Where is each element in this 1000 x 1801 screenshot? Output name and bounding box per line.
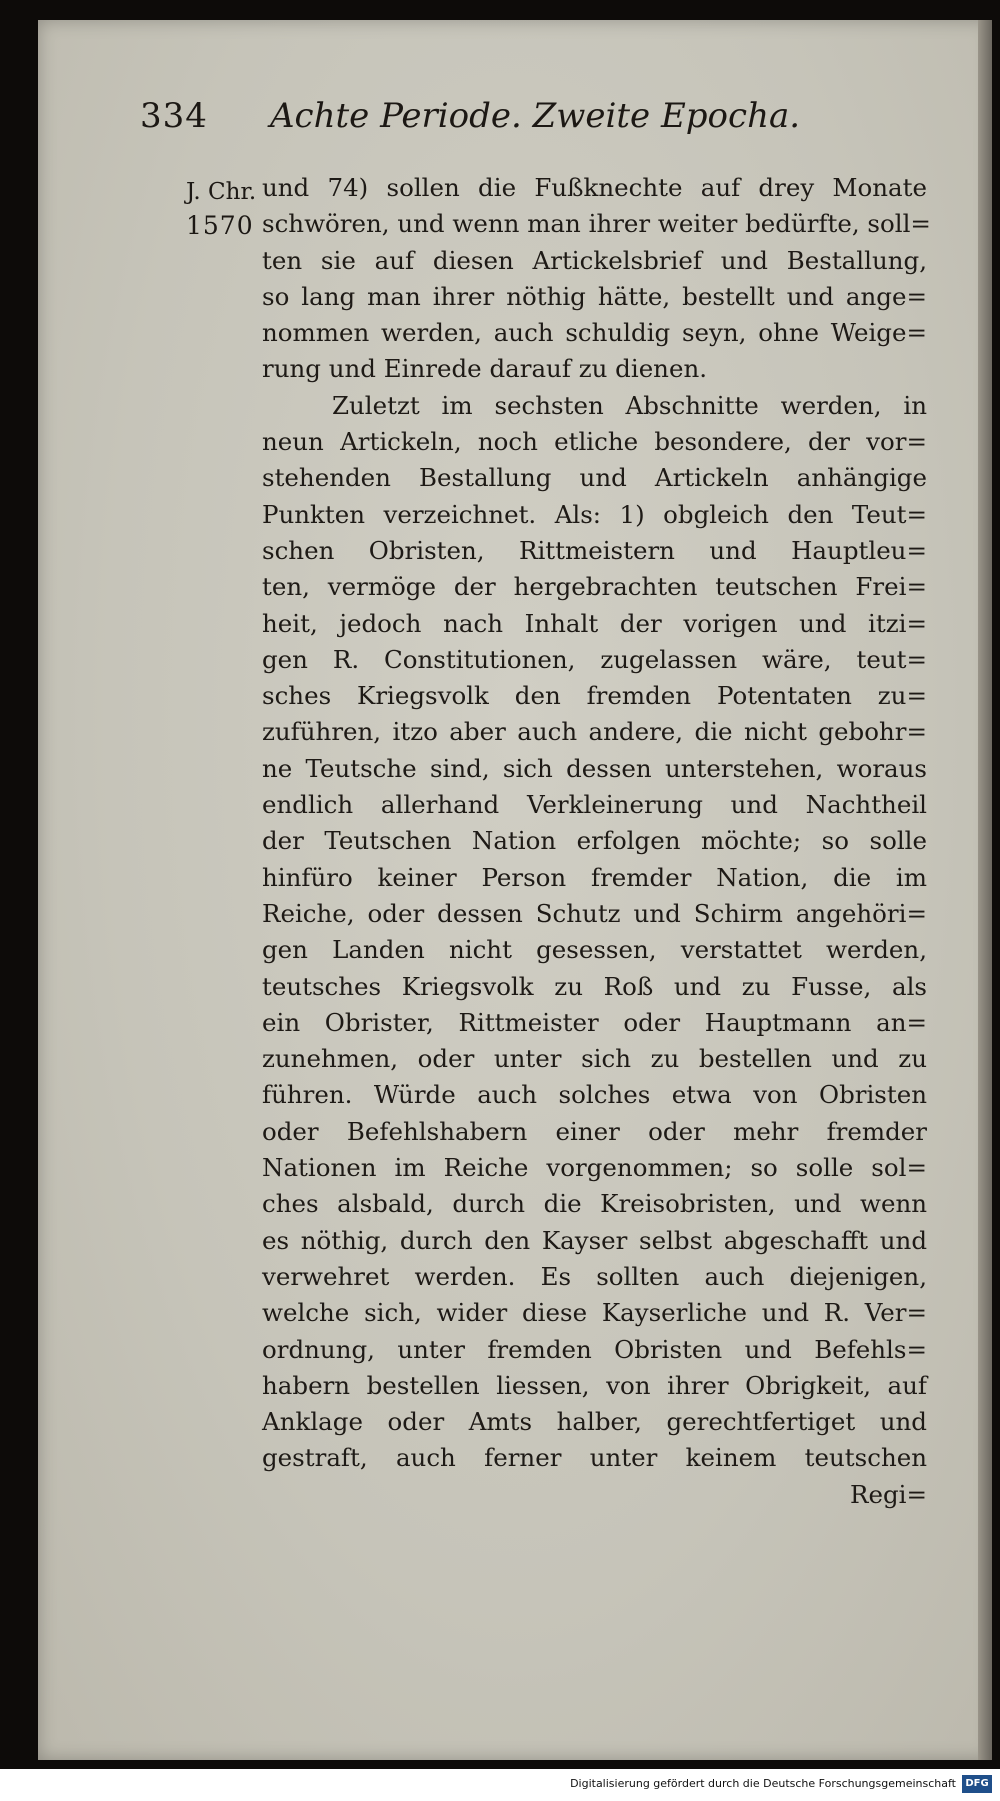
text-line: führen. Würde auch solches etwa von Obristen [262,1080,927,1110]
body-text [262,170,931,1513]
text-line: nommen werden, auch schuldig seyn, ohne Weige= [262,318,927,348]
dfg-logo: DFG [962,1775,992,1793]
text-line: stehenden Bestallung und Artickeln anhängige [262,463,927,493]
text-line: neun Artickeln, noch etliche besondere, der vor= [262,427,927,457]
text-line: so lang man ihrer nöthig hätte, bestellt und ange= [262,281,927,311]
page-number: 334 [140,96,208,136]
text-line: endlich allerhand Verkleinerung und Nachtheil [262,790,927,820]
text-line: ordnung, unter fremden Obristen und Befehls= [262,1334,927,1364]
text-line: schwören, und wenn man ihrer weiter bedürfte, soll= [262,209,931,239]
text-line: oder Befehlshabern einer oder mehr fremder [262,1116,927,1146]
text-line: und 74) sollen die Fußknechte auf drey Monate [262,173,927,202]
running-title: Achte Periode. Zweite Epocha. [270,96,801,136]
catchword: Regi= [850,1479,927,1509]
text-line: Zuletzt im sechsten Abschnitte werden, in [332,390,927,420]
digitization-footer [0,1769,1000,1801]
text-line: hinfüro keiner Person fremder Nation, die im [262,862,927,892]
text-line: habern bestellen liessen, von ihrer Obrigkeit, auf [262,1370,927,1400]
text-line: Nationen im Reiche vorgenommen; so solle sol= [262,1153,927,1183]
text-line: heit, jedoch nach Inhalt der vorigen und itzi= [262,608,927,638]
text-line: gestraft, auch ferner unter keinem teutschen [262,1443,927,1473]
text-line: ne Teutsche sind, sich dessen unterstehen, woraus [262,753,927,783]
text-line: gen R. Constitutionen, zugelassen wäre, teut= [262,644,927,674]
text-line: ten, vermöge der hergebrachten teutschen Frei= [262,572,927,602]
text-line: zuführen, itzo aber auch andere, die nicht gebohr= [262,717,927,747]
text-line: ten sie auf diesen Artickelsbrief und Bestallung, [262,245,927,275]
text-line: Punkten verzeichnet. Als: 1) obgleich den Teut= [262,499,927,529]
text-line: welche sich, wider diese Kayserliche und R. Ver= [262,1298,927,1328]
page-spine-edge [978,20,992,1760]
text-line: es nöthig, durch den Kayser selbst abgeschafft und [262,1225,927,1255]
text-line: teutsches Kriegsvolk zu Roß und zu Fusse, als [262,971,927,1001]
text-line: ein Obrister, Rittmeister oder Hauptmann an= [262,1007,927,1037]
page-header [140,96,920,146]
text-line: der Teutschen Nation erfolgen möchte; so solle [262,826,927,856]
text-line: gen Landen nicht gesessen, verstattet werden, [262,935,927,965]
margin-year: 1570 [186,211,254,240]
text-line: ches alsbald, durch die Kreisobristen, und wenn [262,1189,927,1219]
text-line: rung und Einrede darauf zu dienen. [262,354,708,384]
text-line: Reiche, oder dessen Schutz und Schirm angehöri= [262,898,927,928]
text-line: verwehret werden. Es sollten auch diejenigen, [262,1261,927,1291]
text-line: schen Obristen, Rittmeistern und Hauptleu= [262,535,927,565]
margin-era-label: J. Chr. [186,179,257,205]
text-line: Anklage oder Amts halber, gerechtfertiget und [262,1407,927,1437]
text-line: sches Kriegsvolk den fremden Potentaten zu= [262,681,927,711]
text-line: zunehmen, oder unter sich zu bestellen und zu [262,1044,927,1074]
footer-credit: Digitalisierung gefördert durch die Deutsche Forschungsgemeinschaft [570,1777,956,1790]
